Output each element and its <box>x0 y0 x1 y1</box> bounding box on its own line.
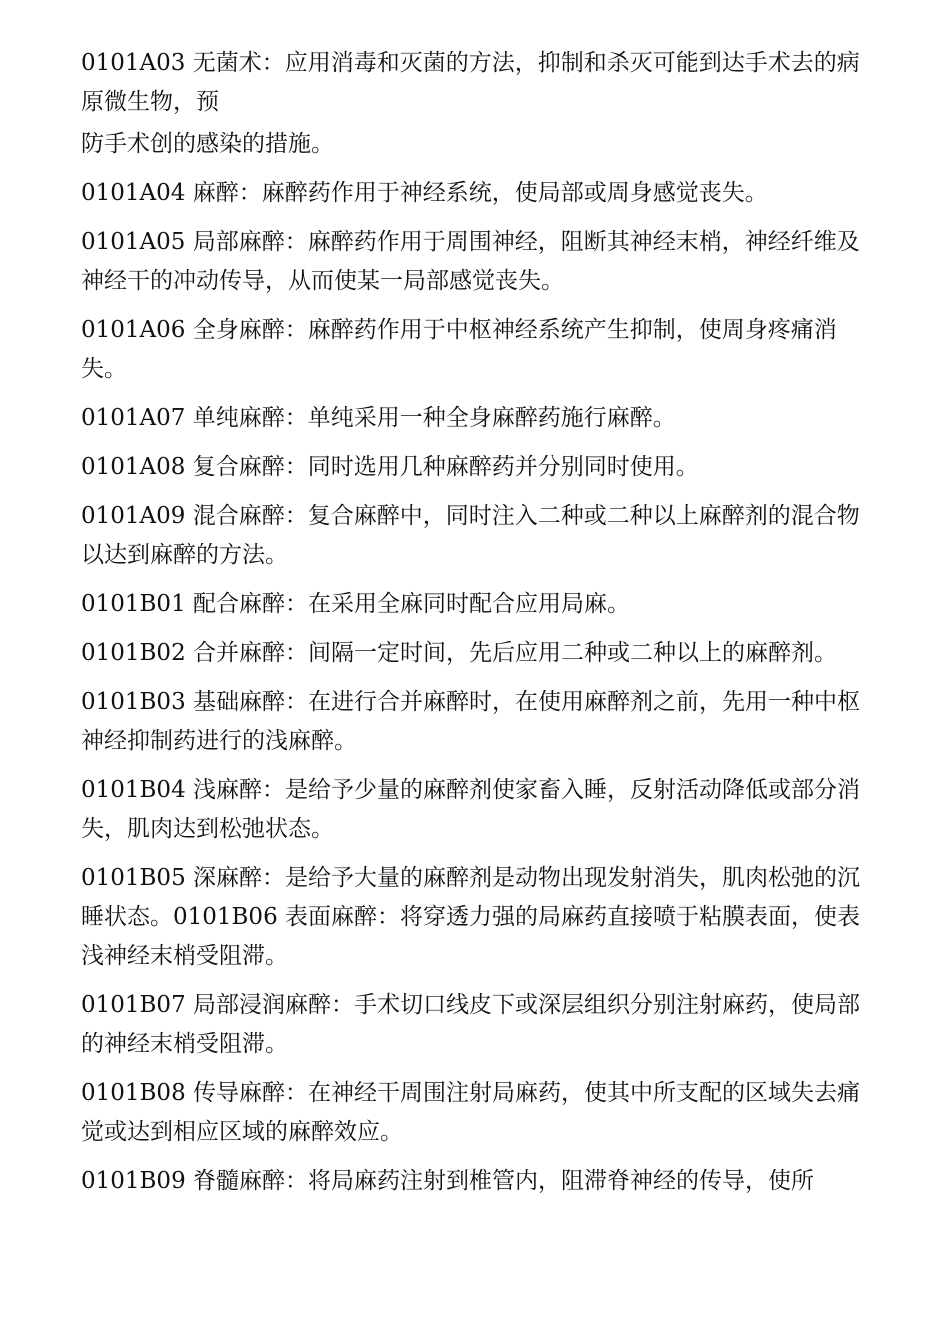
entry-0101b01: 0101B01 配合麻醉：在采用全麻同时配合应用局麻。 <box>81 591 631 617</box>
entry-0101a04: 0101A04 麻醉：麻醉药作用于神经系统，使局部或周身感觉丧失。 <box>81 180 768 206</box>
entry-0101a07: 0101A07 单纯麻醉：单纯采用一种全身麻醉药施行麻醉。 <box>81 405 676 431</box>
entry-0101a03-continued: 防手术创的感染的措施。 <box>81 131 334 157</box>
entry-0101b04: 0101B04 浅麻醉：是给予少量的麻醉剂使家畜入睡，反射活动降低或部分消失，肌肉达到松弛状态。 <box>81 777 861 842</box>
entry-0101b09: 0101B09 脊髓麻醉：将局麻药注射到椎管内，阻滞脊神经的传导，使所 <box>81 1168 815 1194</box>
entry-0101b08: 0101B08 传导麻醉：在神经干周围注射局麻药，使其中所支配的区域失去痛觉或达到相应区域的麻醉效应。 <box>81 1080 861 1145</box>
entry-0101a06: 0101A06 全身麻醉：麻醉药作用于中枢神经系统产生抑制，使周身疼痛消失。 <box>81 317 837 382</box>
entry-0101b05-b06: 0101B05 深麻醉：是给予大量的麻醉剂是动物出现发射消失，肌肉松弛的沉睡状态。0101B06 表面麻醉：将穿透力强的局麻药直接喷于粘膜表面，使表浅神经末梢受阻滞。 <box>81 865 861 969</box>
entry-0101b02: 0101B02 合并麻醉：间隔一定时间，先后应用二种或二种以上的麻醉剂。 <box>81 640 838 666</box>
entry-0101b07: 0101B07 局部浸润麻醉：手术切口线皮下或深层组织分别注射麻药，使局部的神经末梢受阻滞。 <box>81 992 861 1057</box>
entry-0101b03: 0101B03 基础麻醉：在进行合并麻醉时，在使用麻醉剂之前，先用一种中枢神经抑制药进行的浅麻醉。 <box>81 689 861 754</box>
entry-0101a09: 0101A09 混合麻醉：复合麻醉中，同时注入二种或二种以上麻醉剂的混合物以达到麻醉的方法。 <box>81 503 860 568</box>
entry-0101a03: 0101A03 无菌术：应用消毒和灭菌的方法，抑制和杀灭可能到达手术去的病原微生物，预 <box>81 50 860 115</box>
entry-0101a05: 0101A05 局部麻醉：麻醉药作用于周围神经，阻断其神经末梢，神经纤维及神经干的冲动传导，从而使某一局部感觉丧失。 <box>81 229 860 294</box>
entry-0101a08: 0101A08 复合麻醉：同时选用几种麻醉药并分别同时使用。 <box>81 454 699 480</box>
document-page <box>81 44 881 1211</box>
